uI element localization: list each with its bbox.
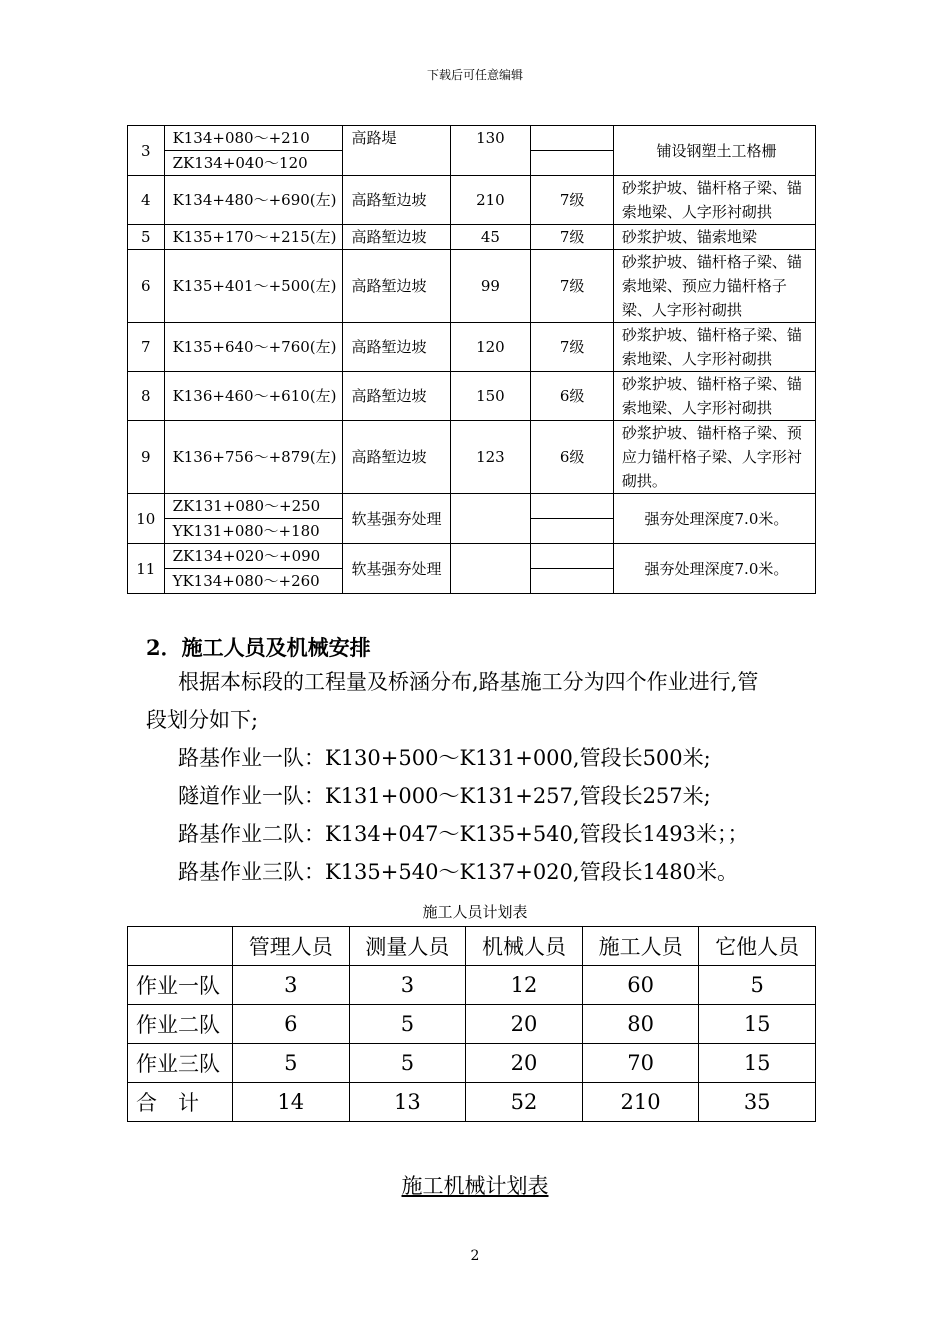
- table-cell: 20: [466, 1005, 583, 1044]
- station-cell: ZK134+020～+090: [164, 544, 343, 569]
- station-cell: K134+080～+210: [164, 126, 343, 151]
- type-cell: 高路堑边坡: [343, 176, 450, 225]
- height-cell: 45: [450, 225, 531, 250]
- team-name-cell: 作业一队: [128, 966, 233, 1005]
- table-row: [128, 225, 816, 250]
- table-cell: 60: [582, 966, 699, 1005]
- type-cell: 高路堑边坡: [343, 421, 450, 494]
- table-row: [128, 323, 816, 372]
- machine-table-caption: 施工机械计划表: [401, 1174, 549, 1198]
- team-line: 路基作业三队：K135+540～K137+020,管段长1480米。: [178, 860, 739, 884]
- row-number: 11: [128, 544, 165, 594]
- table-row: [128, 1044, 816, 1083]
- section-heading: 2．施工人员及机械安排: [146, 635, 371, 660]
- table-row: [128, 372, 816, 421]
- table-cell: 35: [699, 1083, 816, 1122]
- table-row: [128, 494, 816, 519]
- row-number: 9: [128, 421, 165, 494]
- row-number: 10: [128, 494, 165, 544]
- type-cell: 软基强夯处理: [343, 494, 450, 544]
- table-header-row: [128, 927, 816, 966]
- team-name-cell: 作业三队: [128, 1044, 233, 1083]
- station-cell: YK131+080～+180: [164, 519, 343, 544]
- table-cell: 5: [349, 1005, 466, 1044]
- level-cell: [531, 519, 614, 544]
- type-cell: 高路堤: [343, 126, 450, 176]
- height-cell: 150: [450, 372, 531, 421]
- table-row: [128, 966, 816, 1005]
- level-cell: [531, 494, 614, 519]
- total-label-cell: 合 计: [128, 1083, 233, 1122]
- level-cell: 7级: [531, 323, 614, 372]
- staff-table-caption: 施工人员计划表: [422, 903, 528, 921]
- header-cell: [128, 927, 233, 966]
- staff-table: [127, 926, 816, 1122]
- type-cell: 高路堑边坡: [343, 372, 450, 421]
- table-cell: 14: [233, 1083, 350, 1122]
- table-row: [128, 126, 816, 151]
- station-cell: K136+756～+879(左): [164, 421, 343, 494]
- station-cell: K135+170～+215(左): [164, 225, 343, 250]
- page-header: 下载后可任意编辑: [426, 68, 523, 82]
- height-cell: 123: [450, 421, 531, 494]
- row-number: 3: [128, 126, 165, 176]
- station-cell: K136+460～+610(左): [164, 372, 343, 421]
- intro-paragraph-line1: 根据本标段的工程量及桥涵分布,路基施工分为四个作业进行,管: [178, 670, 759, 694]
- level-cell: 7级: [531, 225, 614, 250]
- height-cell: [450, 544, 531, 594]
- height-cell: 130: [450, 126, 531, 176]
- measure-cell: 砂浆护坡、锚杆格子梁、预应力锚杆格子梁、人字形衬砌拱。: [613, 421, 815, 494]
- table-cell: 80: [582, 1005, 699, 1044]
- header-cell: 测量人员: [349, 927, 466, 966]
- table-cell: 5: [699, 966, 816, 1005]
- project-table: [127, 125, 816, 594]
- height-cell: 99: [450, 250, 531, 323]
- header-cell: 机械人员: [466, 927, 583, 966]
- row-number: 5: [128, 225, 165, 250]
- row-number: 7: [128, 323, 165, 372]
- measure-cell: 砂浆护坡、锚杆格子梁、锚索地梁、预应力锚杆格子梁、人字形衬砌拱: [613, 250, 815, 323]
- table-cell: 5: [233, 1044, 350, 1083]
- table-cell: 3: [349, 966, 466, 1005]
- row-number: 6: [128, 250, 165, 323]
- level-cell: [531, 544, 614, 569]
- measure-cell: 强夯处理深度7.0米。: [613, 494, 815, 544]
- measure-cell: 砂浆护坡、锚索地梁: [613, 225, 815, 250]
- table-row: [128, 421, 816, 494]
- table-cell: 6: [233, 1005, 350, 1044]
- row-number: 8: [128, 372, 165, 421]
- page-number: 2: [470, 1248, 480, 1264]
- header-cell: 施工人员: [582, 927, 699, 966]
- table-row: [128, 250, 816, 323]
- type-cell: 高路堑边坡: [343, 225, 450, 250]
- level-cell: 6级: [531, 372, 614, 421]
- height-cell: [450, 494, 531, 544]
- intro-paragraph-line2: 段划分如下;: [146, 708, 259, 732]
- table-row: [128, 176, 816, 225]
- table-cell: 15: [699, 1005, 816, 1044]
- type-cell: 软基强夯处理: [343, 544, 450, 594]
- table-cell: 13: [349, 1083, 466, 1122]
- level-cell: [531, 126, 614, 151]
- level-cell: [531, 151, 614, 176]
- station-cell: ZK131+080～+250: [164, 494, 343, 519]
- header-cell: 它他人员: [699, 927, 816, 966]
- station-cell: K135+401～+500(左): [164, 250, 343, 323]
- level-cell: 7级: [531, 176, 614, 225]
- table-cell: 3: [233, 966, 350, 1005]
- row-number: 4: [128, 176, 165, 225]
- measure-cell: 铺设钢塑土工格栅: [613, 126, 815, 176]
- station-cell: K135+640～+760(左): [164, 323, 343, 372]
- team-line: 隧道作业一队：K131+000～K131+257,管段长257米;: [178, 784, 711, 808]
- table-cell: 70: [582, 1044, 699, 1083]
- measure-cell: 强夯处理深度7.0米。: [613, 544, 815, 594]
- station-cell: ZK134+040～120: [164, 151, 343, 176]
- table-row: [128, 1005, 816, 1044]
- table-cell: 5: [349, 1044, 466, 1083]
- level-cell: 6级: [531, 421, 614, 494]
- measure-cell: 砂浆护坡、锚杆格子梁、锚索地梁、人字形衬砌拱: [613, 176, 815, 225]
- table-cell: 20: [466, 1044, 583, 1083]
- table-cell: 15: [699, 1044, 816, 1083]
- type-cell: 高路堑边坡: [343, 323, 450, 372]
- team-name-cell: 作业二队: [128, 1005, 233, 1044]
- table-cell: 52: [466, 1083, 583, 1122]
- station-cell: K134+480～+690(左): [164, 176, 343, 225]
- height-cell: 120: [450, 323, 531, 372]
- height-cell: 210: [450, 176, 531, 225]
- header-cell: 管理人员: [233, 927, 350, 966]
- table-cell: 210: [582, 1083, 699, 1122]
- table-total-row: [128, 1083, 816, 1122]
- team-line: 路基作业二队：K134+047～K135+540,管段长1493米；；: [178, 822, 749, 846]
- measure-cell: 砂浆护坡、锚杆格子梁、锚索地梁、人字形衬砌拱: [613, 323, 815, 372]
- measure-cell: 砂浆护坡、锚杆格子梁、锚索地梁、人字形衬砌拱: [613, 372, 815, 421]
- station-cell: YK134+080～+260: [164, 569, 343, 594]
- table-cell: 12: [466, 966, 583, 1005]
- team-line: 路基作业一队：K130+500～K131+000,管段长500米;: [178, 746, 711, 770]
- level-cell: 7级: [531, 250, 614, 323]
- level-cell: [531, 569, 614, 594]
- table-row: [128, 544, 816, 569]
- type-cell: 高路堑边坡: [343, 250, 450, 323]
